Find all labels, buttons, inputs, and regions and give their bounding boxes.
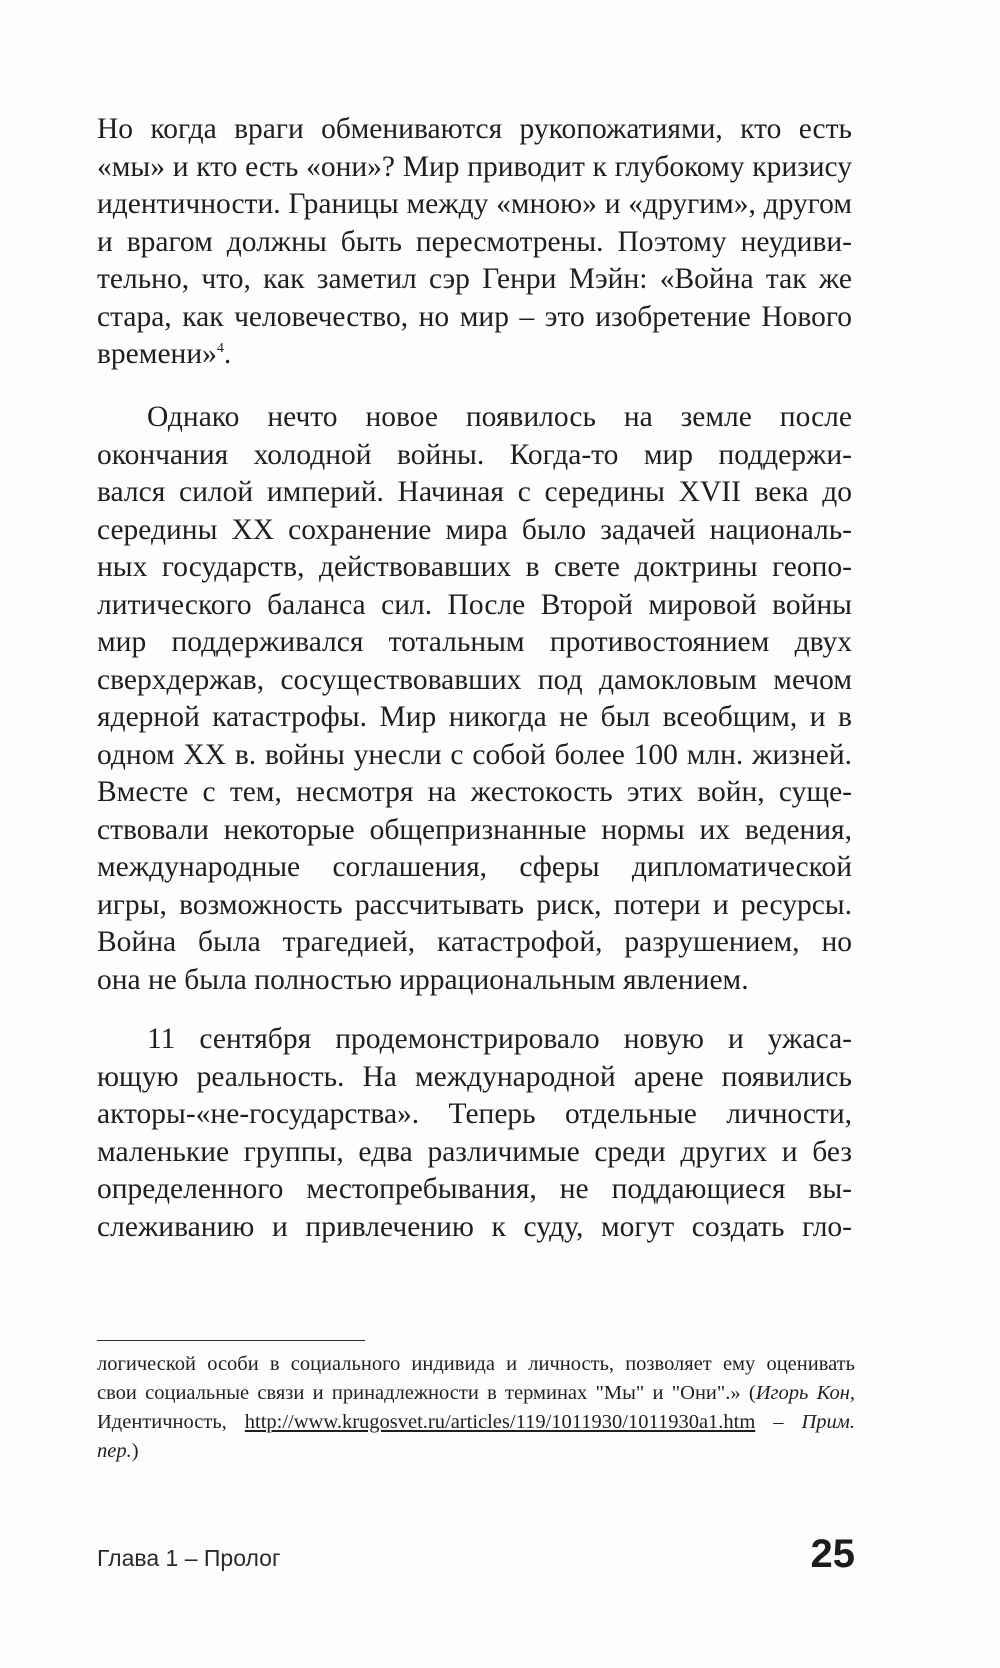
text-line: вался силой империй. Начиная с середины XVII века до	[97, 476, 852, 508]
footnote-separator: –	[755, 1411, 802, 1433]
footnote-link[interactable]: http://www.krugosvet.ru/articles/119/1011930/1011930a1.htm	[244, 1411, 756, 1433]
paragraph-2	[97, 399, 852, 999]
text-line: акторы-«не-государства». Теперь отдельные личности,	[97, 1098, 852, 1130]
text-line: и врагом должны быть пересмотрены. Поэтому неудиви-	[97, 225, 852, 258]
paragraph-3	[97, 1021, 852, 1246]
footnote-line	[97, 1379, 855, 1408]
text-line: окончания холодной войны. Когда-то мир поддержи-	[97, 438, 852, 471]
running-head: Глава 1 – Пролог	[97, 1545, 281, 1571]
text-line: Вместе с тем, несмотря на жестокость этих войн, суще-	[97, 776, 852, 808]
text-line: ющую реальность. На международной арене появились	[97, 1060, 852, 1093]
text-line: слеживанию и привлечению к суду, могут создать гло-	[97, 1210, 852, 1243]
footnote-author: Игорь Кон,	[755, 1382, 855, 1404]
text-line	[97, 336, 852, 374]
footnote-line: логической особи в социального индивида и личность, позволяет ему оценивать	[97, 1353, 855, 1375]
text-line: определенного местопребывания, не поддающиеся вы-	[97, 1173, 852, 1205]
text-line: одном XX в. войны унесли с собой более 100 млн. жизней.	[97, 738, 852, 771]
text-line: ствовали некоторые общепризнанные нормы их ведения,	[97, 813, 852, 846]
footnote-line	[97, 1437, 855, 1466]
text-line: тельно, что, как заметил сэр Генри Мэйн: «Война так же	[97, 263, 852, 295]
text-line: Однако нечто новое появилось на земле после	[147, 401, 852, 433]
text-line: ядерной катастрофы. Мир никогда не был всеобщим, и в	[97, 701, 852, 733]
footnote-reference[interactable]: 4	[216, 341, 224, 357]
footnote	[97, 1350, 855, 1466]
text-line: идентичности. Границы между «мною» и «другим», другом	[97, 188, 852, 220]
footnote-line	[97, 1408, 855, 1437]
text-line: мир поддерживался тотальным противостоянием двух	[97, 626, 852, 658]
text-line: сверхдержав, сосуществовавших под дамокловым мечом	[97, 663, 852, 696]
text-line: международные соглашения, сферы дипломатической	[97, 851, 852, 883]
footnote-text: Идентичность,	[97, 1411, 245, 1433]
page-number: 25	[810, 1532, 855, 1576]
text-line: стара, как человечество, но мир – это изобретение Нового	[97, 300, 852, 333]
footnote-divider	[97, 1340, 365, 1341]
text-line: «мы» и кто есть «они»? Мир приводит к глубокому кризису	[97, 150, 852, 183]
text-line: ных государств, действовавших в свете доктрины геопо-	[97, 551, 852, 583]
text-line-content: времени»	[97, 338, 217, 370]
text-line: литического баланса сил. После Второй мировой войны	[97, 588, 852, 621]
text-line: Но когда враги обмениваются рукопожатиями, кто есть	[97, 113, 852, 145]
footnote-note: Прим.	[801, 1411, 855, 1433]
footnote-note: пер.	[97, 1440, 132, 1462]
text-line: она не была полностью иррациональным явлением.	[97, 963, 749, 996]
text-line: Война была трагедией, катастрофой, разрушением, но	[97, 926, 852, 958]
text-line: маленькие группы, едва различимые среди других и без	[97, 1135, 852, 1168]
text-line: 11 сентября продемонстрировало новую и ужаса-	[147, 1023, 852, 1055]
text-line: игры, возможность рассчитывать риск, потери и ресурсы.	[97, 888, 852, 921]
footnote-close: )	[131, 1440, 139, 1462]
footnote-ref-trail: .	[223, 338, 232, 370]
text-line: середины XX сохранение мира было задачей националь-	[97, 513, 852, 546]
footnote-text: свои социальные связи и принадлежности в терминах "Мы" и "Они".» (	[97, 1382, 756, 1404]
paragraph-1	[97, 111, 852, 374]
